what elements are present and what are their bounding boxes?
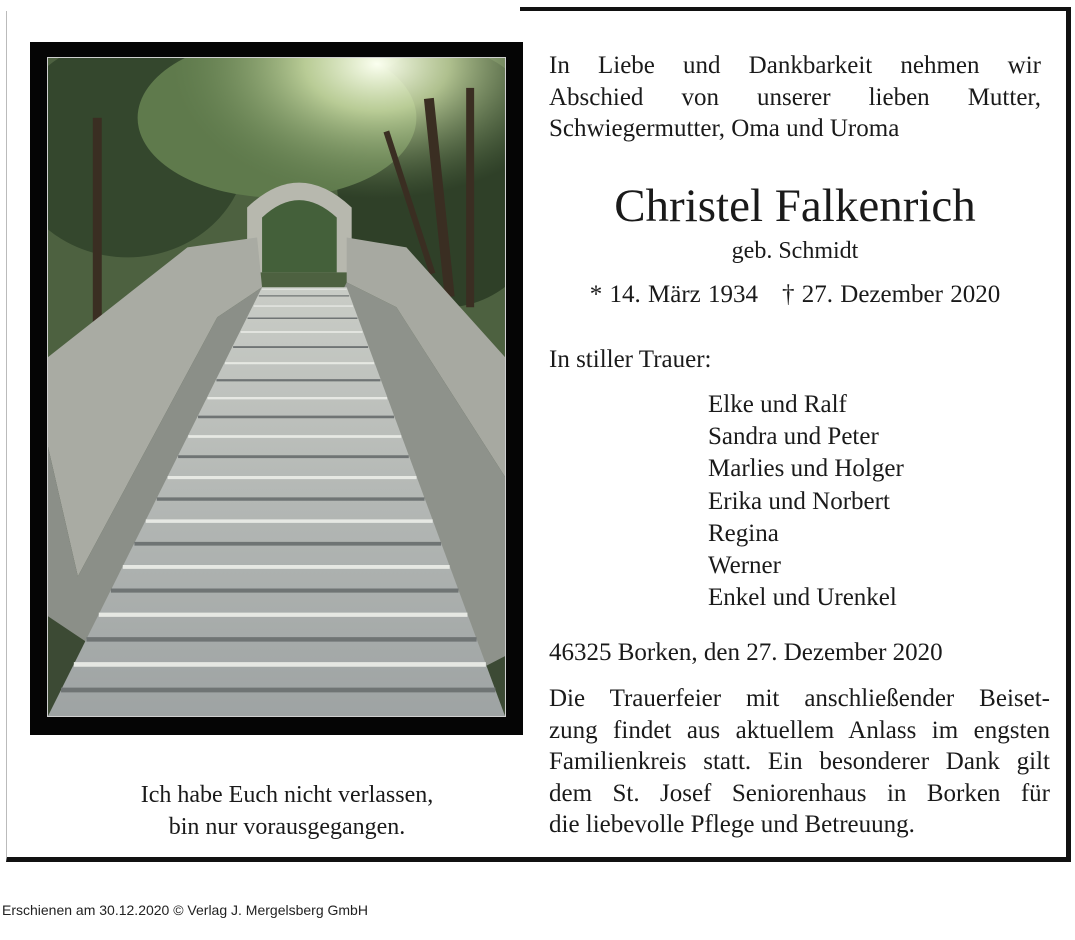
mourners-list: [708, 389, 904, 614]
funeral-line: Familienkreis statt. Ein besonderer Dank gilt: [549, 748, 1050, 776]
mourner: Sandra und Peter: [708, 423, 879, 451]
funeral-line: dem St. Josef Seniorenhaus in Borken für: [549, 779, 1050, 807]
funeral-text: [549, 683, 1050, 841]
deceased-name: Christel Falkenrich: [614, 180, 976, 232]
publication-footer: Erschienen am 30.12.2020 © Verlag J. Mergelsberg GmbH: [2, 902, 368, 918]
obituary-notice: [6, 7, 1071, 862]
stone-staircase-photo: [47, 57, 506, 717]
stone-staircase-illustration: [48, 58, 505, 716]
intro-text: [549, 50, 1041, 145]
death-date: † 27. Dezember 2020: [782, 281, 1001, 308]
mourning-label: In stiller Trauer:: [549, 346, 712, 373]
intro-line: In Liebe und Dankbarkeit nehmen wir: [549, 52, 1041, 79]
mourner: Enkel und Urenkel: [708, 584, 897, 612]
intro-line: Abschied von unserer lieben Mutter,: [549, 83, 1041, 111]
birth-date: * 14. März 1934: [589, 281, 759, 308]
quote-line: Ich habe Euch nicht verlassen,: [140, 782, 434, 808]
place-and-date: 46325 Borken, den 27. Dezember 2020: [549, 639, 943, 666]
funeral-line: zung findet aus aktuellem Anlass im engsten: [549, 716, 1050, 744]
quote-line: bin nur vorausgegangen.: [168, 814, 406, 840]
mourner: Erika und Norbert: [708, 487, 890, 515]
mourner: Werner: [708, 552, 781, 580]
funeral-line: die liebevolle Pflege und Betreuung.: [549, 811, 915, 839]
photo-frame: [30, 42, 523, 735]
mourner: Elke und Ralf: [708, 391, 847, 418]
mourner: Regina: [708, 519, 779, 547]
mourner: Marlies und Holger: [708, 455, 904, 483]
funeral-line: Die Trauerfeier mit anschließender Beiset-: [549, 685, 1050, 712]
intro-line: Schwiegermutter, Oma und Uroma: [549, 115, 900, 142]
life-dates: [549, 279, 1041, 310]
memorial-quote: [67, 779, 507, 843]
maiden-name: geb. Schmidt: [731, 238, 859, 264]
